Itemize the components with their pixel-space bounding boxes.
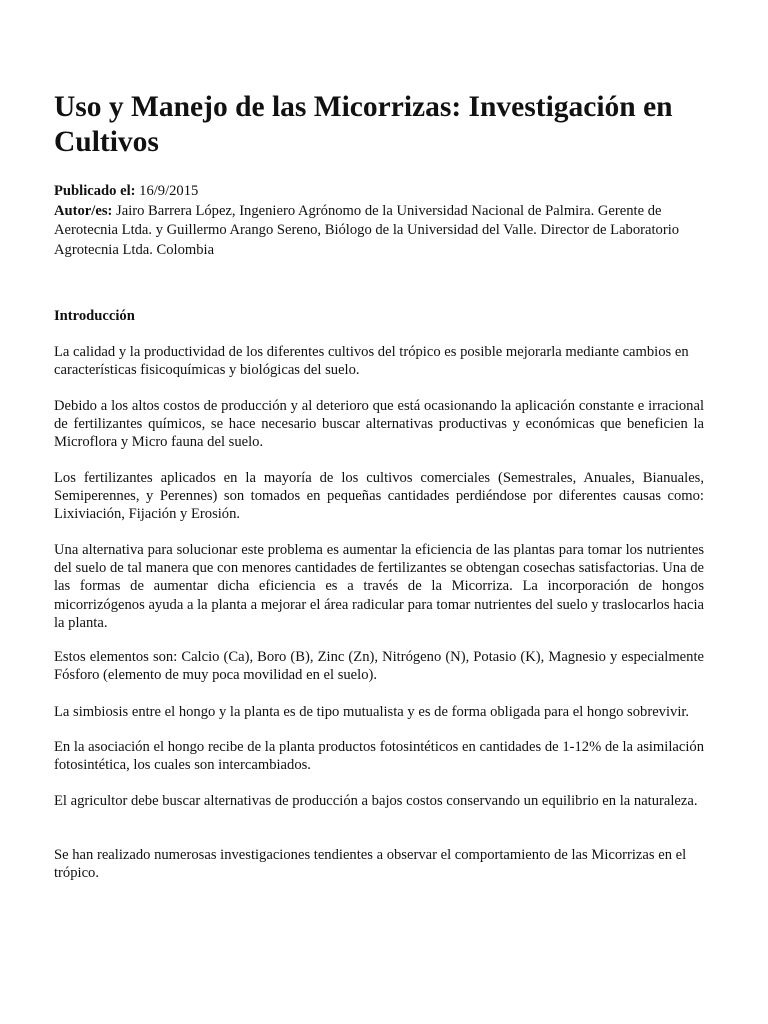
paragraph: El agricultor debe buscar alternativas de producción a bajos costos conservando un equilibrio en la naturaleza.: [54, 793, 698, 809]
paragraph: Los fertilizantes aplicados en la mayoría de los cultivos comerciales (Semestrales, Anuales, Bianuales, Semiperennes, y Perennes) son tomados en pequeñas cantidades perdiéndose por diferentes causas como: Lixiviación, Fijación y Erosión.: [54, 470, 704, 523]
paragraph: La simbiosis entre el hongo y la planta es de tipo mutualista y es de forma obligada para el hongo sobrevivir.: [54, 704, 690, 720]
paragraph: En la asociación el hongo recibe de la planta productos fotosintéticos en cantidades de 1-12% de la asimilación fotosintética, los cuales son intercambiados.: [54, 739, 704, 774]
paragraph: Se han realizado numerosas investigaciones tendientes a observar el comportamiento de las Micorrizas en el trópico.: [54, 847, 687, 882]
published-line: [54, 182, 704, 202]
paragraph: Debido a los altos costos de producción y al deterioro que está ocasionando la aplicación constante e irracional de fertilizantes químicos, se hace necesario buscar alternativas productivas y económicas que beneficien la Microflora y Micro fauna del suelo.: [54, 398, 704, 451]
paragraph: Una alternativa para solucionar este problema es aumentar la eficiencia de las plantas para tomar los nutrientes del suelo de tal manera que con menores cantidades de fertilizantes se obtengan cosechas satisfactorias. Una de las formas de aumentar dicha eficiencia es a través de la Micorriza. La incorporación de hongos micorrizógenos ayuda a la planta a mejorar el área radicular para tomar nutrientes del suelo y traslocarlos hacia la planta.: [54, 542, 704, 631]
paragraph: Estos elementos son: Calcio (Ca), Boro (B), Zinc (Zn), Nitrógeno (N), Potasio (K), Magnesio y especialmente Fósforo (elemento de muy poca movilidad en el suelo).: [54, 649, 704, 684]
published-date: 16/9/2015: [139, 183, 199, 199]
authors-label: Autor/es:: [54, 202, 113, 219]
paragraph: La calidad y la productividad de los diferentes cultivos del trópico es posible mejorarla mediante cambios en características fisicoquímicas y biológicas del suelo.: [54, 344, 689, 379]
published-label: Publicado el:: [54, 183, 136, 199]
document-title: Uso y Manejo de las Micorrizas: Investigación en Cultivos: [54, 91, 673, 158]
authors-text: Jairo Barrera López, Ingeniero Agrónomo de la Universidad Nacional de Palmira. Gerente de Aerotecnia Ltda. y Guillermo Arango Sereno, Biólogo de la Universidad del Valle. Director de Laboratorio Agrotecnia Ltda. Colombia: [54, 202, 680, 258]
document-meta: [54, 182, 704, 260]
authors-line: [54, 202, 704, 261]
section-heading: Introducción: [54, 308, 135, 324]
